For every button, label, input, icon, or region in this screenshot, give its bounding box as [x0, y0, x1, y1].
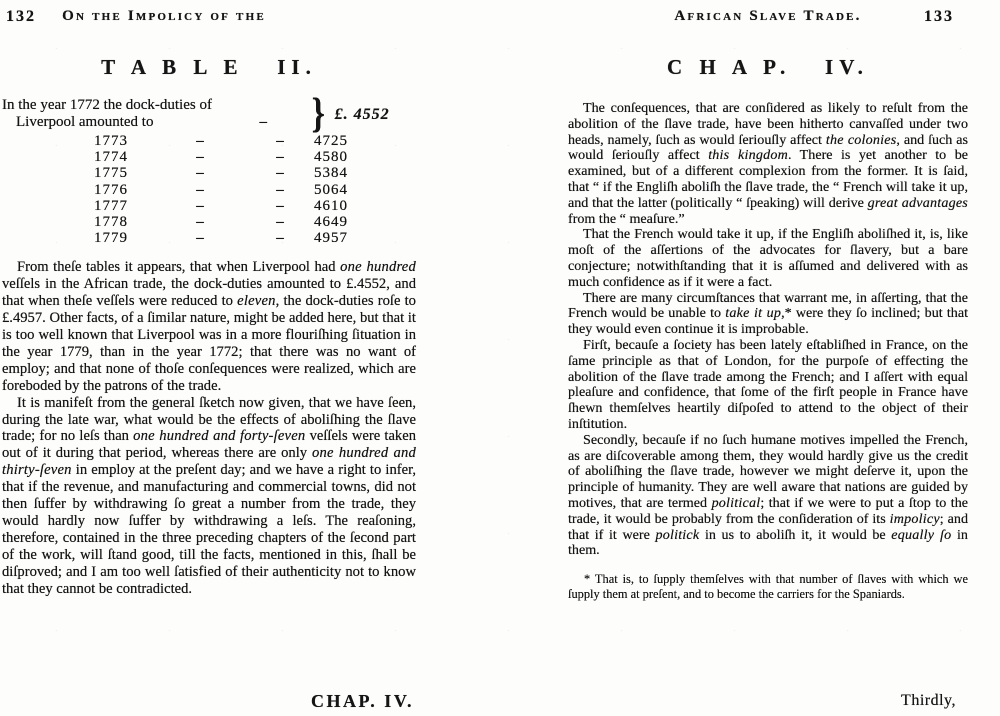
right-page-number: 133: [924, 8, 954, 25]
table-intro-dash: –: [259, 114, 267, 130]
dash: –: [196, 165, 204, 182]
dash: –: [276, 230, 284, 247]
catchword-thirdly: Thirdly,: [901, 692, 956, 709]
paragraph: From theſe tables it appears, that when Liverpool had one hundred veſſels in the African trade, the dock-duties amounted to £.4552, and that when theſe veſſels were reduced to eleven, the dock-duties roſe to £.4957. Other facts, of a ſimilar nature, might be added here, but that it is too well known that Liverpool was in a more flouriſhing ſituation in the year 1779, than in the year 1772; that there was no want of employ; and that none of thoſe conſequences were realized, which are foreboded by the patrons of the trade.: [2, 259, 416, 394]
paragraph: That the French would take it up, if the Engliſh aboliſhed it, is, like moſt of the aſſertions of the advocates for ſlavery, but a bare conjecture; notwithſtanding that it is aſſumed and delivered with as much confidence as if it were a fact.: [568, 226, 968, 290]
table-intro-line2-text: Liverpool amounted to: [16, 114, 154, 130]
value-cell: 4957: [314, 230, 348, 247]
year-cell: 1779: [94, 230, 128, 247]
dash: –: [196, 214, 204, 231]
value-cell: 5384: [314, 165, 348, 182]
footnote: * That is, to ſupply themſelves with that number of ſlaves with which we ſupply them at preſent, and to become the carriers for the Spaniards.: [568, 572, 968, 601]
left-running-head: On the Impolicy of the: [62, 8, 266, 24]
left-body-text: [2, 259, 416, 597]
table-row: [2, 214, 416, 230]
table-intro-line2: [2, 114, 310, 131]
paragraph: Firſt, becauſe a ſociety has been lately eſtabliſhed in France, on the ſame principle as that of London, for the purpoſe of effecting the abolition of the ſlave trade among the French; and I aſſert with equal pleaſure and confidence, that ſome of the firſt people in France have ſhewn themſelves heartily diſpoſed to attend to the object of their inſtitution.: [568, 336, 968, 432]
value-cell: 4610: [314, 197, 348, 214]
chapter-heading: C H A P. IV.: [667, 55, 869, 79]
value-cell: 5064: [314, 181, 348, 198]
next-chapter-line: CHAP. IV.: [310, 691, 414, 711]
table-row: [2, 230, 416, 246]
dash: –: [276, 133, 284, 149]
right-page: [568, 0, 968, 716]
table-row: [2, 149, 416, 165]
table-intro-text: [2, 97, 310, 131]
year-cell: 1774: [94, 149, 128, 166]
table-intro-row: [2, 91, 416, 137]
year-cell: 1776: [94, 181, 128, 198]
left-page-header: [2, 8, 416, 28]
dock-duties-table: [2, 91, 416, 247]
dock-duties-rows: [2, 133, 416, 246]
table-row: [2, 198, 416, 214]
value-cell: 4580: [314, 149, 348, 166]
dash: –: [276, 181, 284, 198]
paragraph: It is manifeſt from the general ſketch now given, that we have ſeen, during the late war, what would be the effects of aboliſhing the ſlave trade; for no leſs than one hundred and forty-ſeven veſſels were taken out of it during that period, whereas there are only one hundred and thirty-ſeven in employ at the preſent day; and we have a right to infer, that if the revenue, and manufacturing and commercial towns, did not then ſuffer by withdrawing ſo great a number from the trade, they would hardly now ſuffer by withdrawing a leſs. The reaſoning, therefore, contained in the three preceding chapters of the ſecond part of the work, will ſtand good, till the facts, mentioned in this, ſhall be diſproved; and I am too well ſatisfied of their authenticity not to know that they cannot be contradicted.: [2, 394, 416, 597]
paragraph: The conſequences, that are conſidered as likely to reſult from the abolition of the ſlave trade, have been hitherto canvaſſed under two heads, namely, ſuch as would ſeriouſly affect the colonies, and ſuch as would ſeriouſly affect this kingdom. There is yet another to be examined, but of a different complexion from the former. It is ſaid, that “ if the Engliſh aboliſh the ſlave trade, the “ French will take it up, and that the latter (politically “ ſpeaking) will derive great advantages from the “ meaſure.”: [568, 100, 968, 227]
table-intro-line1: In the year 1772 the dock-duties of: [2, 97, 212, 113]
right-body-text: [568, 101, 968, 559]
value-cell: 4649: [314, 214, 348, 231]
year-cell: 1773: [94, 133, 128, 149]
year-cell: 1777: [94, 197, 128, 214]
dash: –: [276, 149, 284, 166]
year-cell: 1775: [94, 165, 128, 182]
paragraph: There are many circumſtances that warrant me, in aſſerting, that the French would be unable to take it up,* were they ſo inclined; but that they would even continue it is improbable.: [568, 289, 968, 338]
dash: –: [196, 181, 204, 198]
paragraph: Secondly, becauſe if no ſuch humane motives impelled the French, as are diſcoverable among them, they would hardly give us the credit of aboliſhing the ſlave trade, however we might deſerve it, upon the principle of humanity. They are well aware that nations are guided by motives, that are termed political; that if we were to put a ſtop to the trade, it would be probably from the conſideration of its impolicy; and that if it were politick in us to aboliſh it, it would be equally ſo in them.: [568, 431, 968, 559]
dash: –: [196, 197, 204, 214]
left-page-number: 132: [6, 8, 36, 25]
dash: –: [196, 133, 204, 149]
dash: –: [196, 230, 204, 247]
table-row: [2, 165, 416, 181]
year-cell: 1778: [94, 214, 128, 231]
table-row: [2, 133, 416, 149]
table-intro-value: £. 4552: [334, 105, 390, 123]
dash: –: [276, 197, 284, 214]
right-running-head: African Slave Trade.: [674, 8, 862, 24]
dash: –: [196, 149, 204, 166]
dash: –: [276, 165, 284, 182]
value-cell: 4725: [314, 133, 348, 149]
left-page: [2, 0, 416, 716]
dash: –: [276, 214, 284, 231]
right-page-header: [568, 8, 968, 28]
table-title: T A B L E II.: [101, 55, 317, 79]
table-row: [2, 182, 416, 198]
table-brace: }: [311, 91, 325, 137]
